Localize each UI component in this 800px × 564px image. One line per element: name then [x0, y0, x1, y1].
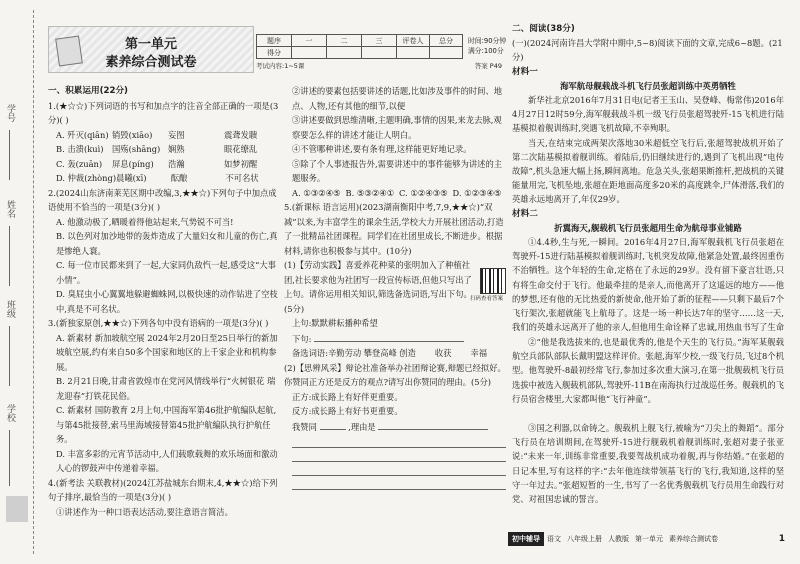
agree-input[interactable]: [320, 419, 346, 430]
time-limit: 时间:90分钟: [468, 37, 507, 45]
score-header-cell: 总分: [430, 35, 463, 47]
option-text: 如梦初醒: [224, 158, 258, 169]
q4-sentence-3: ③讲述要做到思维清晰,主题明确,事情的因果,来龙去脉,观察要怎么样的讲述才能让人明白。: [292, 115, 502, 140]
test-title-banner: [48, 26, 254, 73]
footer-grade: 八年级上册: [567, 535, 602, 543]
option-text: 不可名状: [225, 173, 259, 183]
q4-sentence-1: ①讲述作为一种口语表达活动,要注意语言简洁。: [56, 506, 233, 517]
q2-option-c[interactable]: C. 每一位市民都来到了一起,大家同仇敌忾一起,感受这“大事小情”。: [56, 260, 276, 285]
option-text: 酝酿: [170, 173, 188, 183]
q1-option-d[interactable]: [48, 171, 280, 186]
score-header-cell: 三: [362, 35, 397, 47]
footer-edition: 人教版: [608, 535, 629, 543]
option-text: 眼花缭乱: [224, 144, 258, 154]
class-label: 班级: [5, 300, 15, 318]
middle-column: [284, 84, 506, 490]
school-label: 学校: [5, 404, 15, 422]
student-id-label: 学号: [5, 104, 15, 122]
q5-word-bank: [284, 346, 506, 361]
material-1-title: 海军航母舰载战斗机飞行员张超训练中英勇牺牲: [560, 80, 736, 91]
score-cell[interactable]: [430, 47, 463, 59]
q2-option-b[interactable]: B. 以色列对加沙地带的轰炸造成了大量妇女和儿童的伤亡,真是惨绝人寰。: [56, 231, 278, 256]
q1-option-a[interactable]: [48, 128, 280, 143]
word-bank-item: 创造: [399, 348, 416, 358]
footer-unit: 第一单元: [635, 535, 663, 543]
section-heading: 一、积累运用(22分): [48, 86, 128, 96]
q2-option-a[interactable]: A. 他激动极了,晒暖着得他站起来,气势锐不可当!: [56, 216, 234, 227]
q3-option-a[interactable]: A. 新素材 新加坡航空展 2024年2月20日至25日举行的新加坡航空展,约有来自50多个国家和地区的上千家企业和机构参展。: [56, 332, 278, 372]
footer-subject: 语文: [547, 535, 561, 543]
option-text: C. 轰(zuān): [56, 158, 103, 169]
score-cell[interactable]: [327, 47, 362, 59]
q3-option-d[interactable]: D. 丰富多彩的元宵节活动中,人们载歌载舞的欢乐场面和激动人心的锣鼓声中传递着幸福。: [56, 448, 278, 473]
score-header-cell: 评卷人: [397, 35, 430, 47]
agree-label: 我赞同: [292, 421, 317, 432]
lower-line-label: 下句:: [292, 333, 312, 344]
option-text: A. 歼灭(qiān): [56, 129, 109, 140]
option-text: 国殇(shāng): [112, 144, 161, 154]
binding-logo: [6, 496, 28, 522]
option-text: 浩瀚: [168, 158, 185, 169]
question-1: 1.(★☆☆)下列词语的书写和加点字的注音全部正确的一项是(3分)( ): [48, 100, 279, 125]
material-2-title: 折翼海天,舰载机飞行员张超用生命为航母事业铺路: [554, 222, 742, 233]
word-bank-item: 攀登高峰: [363, 348, 397, 358]
question-5: 5.(新课标 语言运用)(2023湖南衡阳中考,7,9,★★☆)“双减”以来,为丰富学生的课余生活,学校大力开展社团活动,打造了一批精品社团课程。同学们在社团里成长,不断进步。根据材料,请你也积极参与其中。(10分): [284, 202, 504, 256]
q2-option-d[interactable]: D. 臭屁虫小心翼翼地躲避蜘蛛网,以极快速的动作钻进了空枝中,真是不可名状。: [56, 289, 278, 314]
left-column: [48, 84, 280, 519]
answer-blank-line[interactable]: [292, 434, 506, 448]
material-2-paragraph: ②“他是我选拔来的,也是最优秀的,他是个天生的飞行员。”海军某舰载航空兵部队部队长戴明盟这样评价。张超,海军少校,一级飞行员,飞过8个机型。他驾驶歼-8最初经常飞行,参加过多次重大演习,在第一批舰载机飞行员选拔中被选入舰载机部队,驾驶歼-11B在南海执行过战巡任务。舰载机的飞行员宿舍楼里,大家都叫他“飞行神童”。: [512, 337, 784, 404]
binding-margin: [0, 0, 44, 564]
school-blank[interactable]: [9, 430, 10, 486]
q5-lower-line: [284, 331, 506, 347]
q4-sentence-2: ②讲述的要素包括要讲述的话题,比如涉及事件的时间、地点、人物,还有其他的细节,以便: [292, 86, 503, 111]
score-cell[interactable]: [362, 47, 397, 59]
answer-blank-line[interactable]: [292, 476, 506, 490]
full-score: 满分:100分: [468, 47, 504, 55]
word-bank-item: 收获: [434, 348, 452, 358]
q5-sub2: (2)【思辨风采】辩论社准备举办社团辩论赛,辩题已经拟好。你赞同正方还是反方的观点?请写出你赞同的理由。(5分): [284, 362, 506, 387]
option-text: 屏息(píng): [112, 158, 154, 169]
q4-option-b[interactable]: B. ⑤③②④①: [345, 187, 395, 198]
material-label: 材料二: [512, 208, 538, 219]
question-2: 2.(2024山东济南莱芜区期中改编,3,★★☆)下列句子中加点成语使用不恰当的一项是(3分)( ): [48, 187, 277, 212]
q1-option-c[interactable]: [48, 157, 280, 172]
answer-page-ref: 答案 P49: [474, 62, 502, 70]
option-text: 晨曦(xī): [116, 173, 147, 183]
option-text: B. 击溃(kuì): [56, 144, 104, 154]
material-label: 材料一: [512, 66, 538, 77]
scope-text: 考试内容:1~5课: [256, 62, 305, 70]
option-text: 妄图: [168, 129, 185, 140]
answer-blank-line[interactable]: [292, 448, 506, 462]
q5-answer-line: [284, 419, 506, 435]
q4-option-d[interactable]: D. ①②③④⑤: [452, 187, 502, 198]
option-text: 震聋发聩: [224, 129, 258, 140]
q1-option-b[interactable]: [48, 142, 280, 157]
name-blank[interactable]: [9, 226, 10, 286]
score-header-cell: 一: [292, 35, 327, 47]
option-text: D. 仲裁(zhòng): [56, 173, 117, 183]
q5-pro-side: 正方:成长路上有好伴更重要。: [292, 391, 403, 402]
qr-code-label: 扫码查看答案: [470, 296, 504, 302]
material-2-paragraph: ①4.4秒,生与死,一瞬间。2016年4月27日,海军舰载机飞行员张超在驾驶歼-15进行陆基模拟着舰训练时,飞机突发故障,他紧急处置,最终因重伤不治牺牲。这个年轻的生命,定格在了永远的29岁。没有留下豪言壮语,只有将生命交付于飞行。他最牵挂的是亲人,而他离开了这遥远的地方——他的梦想,还有他的无比热爱的新使命,他开始了新的征程——只剩下最后7个飞行架次,张超就能飞上航母了。这是一场一种长达7年的坚守……这一天,我们的英雄永远离开了他的亲人,但他用生命诠释了忠诚,用热血书写了生命: [512, 237, 784, 333]
q3-option-b[interactable]: B. 2月21日晚,甘肃省敦煌市在党河风情线举行“火树银花 瑞龙迎春”打铁花民俗。: [56, 376, 276, 401]
answer-blank-line[interactable]: [292, 462, 506, 476]
reason-input[interactable]: [378, 419, 488, 430]
class-blank[interactable]: [9, 326, 10, 386]
q4-options: [284, 186, 506, 201]
cut-line: [33, 10, 34, 554]
score-cell[interactable]: [397, 47, 430, 59]
material-2-paragraph: ③国之利器,以命铸之。舰载机上舰飞行,被喻为“刀尖上的舞蹈”。部分飞行员在培训期间,在驾驶歼-15进行舰载机着舰训练时,张超对妻子张亚说:“未来一年,训练非常重要,我要驾战机成功着舰,再与你结婚。”在张超的日记本里,写有这样的字:“去年他连续带领基飞行的飞行,我知道,这样的坚守一年过去。”张超短暂的一生,书写了一名优秀舰载机飞行员用生命践行对党、对祖国忠诚的誓言。: [512, 423, 784, 505]
reason-label: ,理由是: [348, 421, 376, 432]
reading-instructions: (一)(2024河南许昌大学附中期中,5~8)阅读下面的文章,完成6~8题。(21分): [512, 38, 783, 63]
score-table: [256, 34, 463, 59]
score-cell[interactable]: [292, 47, 327, 59]
section-heading: 二、阅读(38分): [512, 24, 575, 34]
question-4: 4.(新考法 关联教材)(2024江苏盐城东台期末,4,★★☆)给下列句子排序,最恰当的一项是(3分)( ): [48, 477, 278, 502]
footer-brand: 初中辅导: [508, 532, 544, 546]
word-bank-item: 辛勤劳动: [327, 348, 362, 358]
test-scope: [256, 61, 502, 70]
right-column: [512, 22, 784, 507]
test-title: 素养综合测试卷: [105, 55, 197, 70]
time-info: [468, 36, 506, 56]
q5-con-side: 反方:成长路上有好书更重要。: [292, 406, 403, 416]
lower-line-input[interactable]: [314, 331, 464, 342]
option-text: 娴熟: [168, 144, 185, 154]
word-bank-item: 幸福: [470, 348, 488, 358]
q5-upper-line: 上句:默默耕耘播种希望: [292, 318, 378, 328]
score-header-cell: 二: [327, 35, 362, 47]
qr-code-icon[interactable]: [480, 268, 506, 294]
q4-option-c[interactable]: C. ①②④③⑤: [399, 187, 448, 198]
q3-option-c[interactable]: C. 新素材 国防教育 2月上旬,中国海军第46批护航编队起航,与第45批接替,索马里海域接替第45批护航编队执行护航任务。: [56, 405, 277, 444]
page-footer: [508, 532, 788, 546]
score-header-cell: 题序: [257, 35, 292, 47]
material-1-paragraph: 当天,在结束完成两架次落地30米超低空飞行后,张超驾驶战机开始了第二次陆基模拟着舰训练。着陆后,仍旧继续进行的,遇到了飞机出现“电传故障”,机头急速大幅上扬,瞬间离地。危急关头,张超果断推杆,把战机的关键能量用完,飞机坠地,张超在距地面高度多20米的高度跳伞,尸体滑落,我们的英雄永远地离开了,年仅29岁。: [512, 137, 784, 205]
name-label: 姓名: [5, 200, 15, 218]
material-1-paragraph: 新华社北京2016年7月31日电(记者王玉山、吴登峰、梅常伟)2016年4月27日12时59分,海军舰载战斗机一级飞行员张超驾驶歼-15飞机进行陆基模拟着舰训练时,突遇飞机故障,不幸殉职。: [512, 95, 784, 134]
question-3: 3.(新独家原创,★★☆)下列各句中没有语病的一项是(3分)( ): [48, 318, 269, 328]
q4-sentence-5: ⑤除了个人事迹报告外,需要讲述中的事件能够为讲述的主题服务。: [292, 158, 503, 183]
footer-test: 素养综合测试卷: [669, 535, 718, 543]
student-id-blank[interactable]: [9, 130, 10, 180]
q4-sentence-4: ④不管哪种讲述,要有条有理,这样能更好地记录。: [292, 144, 472, 154]
q4-option-a[interactable]: A. ①③②④⑤: [292, 187, 341, 198]
score-row-label: 得分: [257, 47, 292, 59]
word-bank-label: 备选词语:: [292, 348, 328, 358]
page-number: 1: [778, 534, 785, 544]
q5-sub1: (1)【劳动实践】喜爱养花种菜的张明加入了种植社团,社长要求他为社团写一段宣传标语,但他只写出了上句。请你运用相关知识,筛选备选词语,写出下句。(5分): [284, 260, 472, 314]
unit-title: 第一单元: [124, 37, 177, 52]
option-text: 销毁(xiāo): [112, 129, 153, 140]
